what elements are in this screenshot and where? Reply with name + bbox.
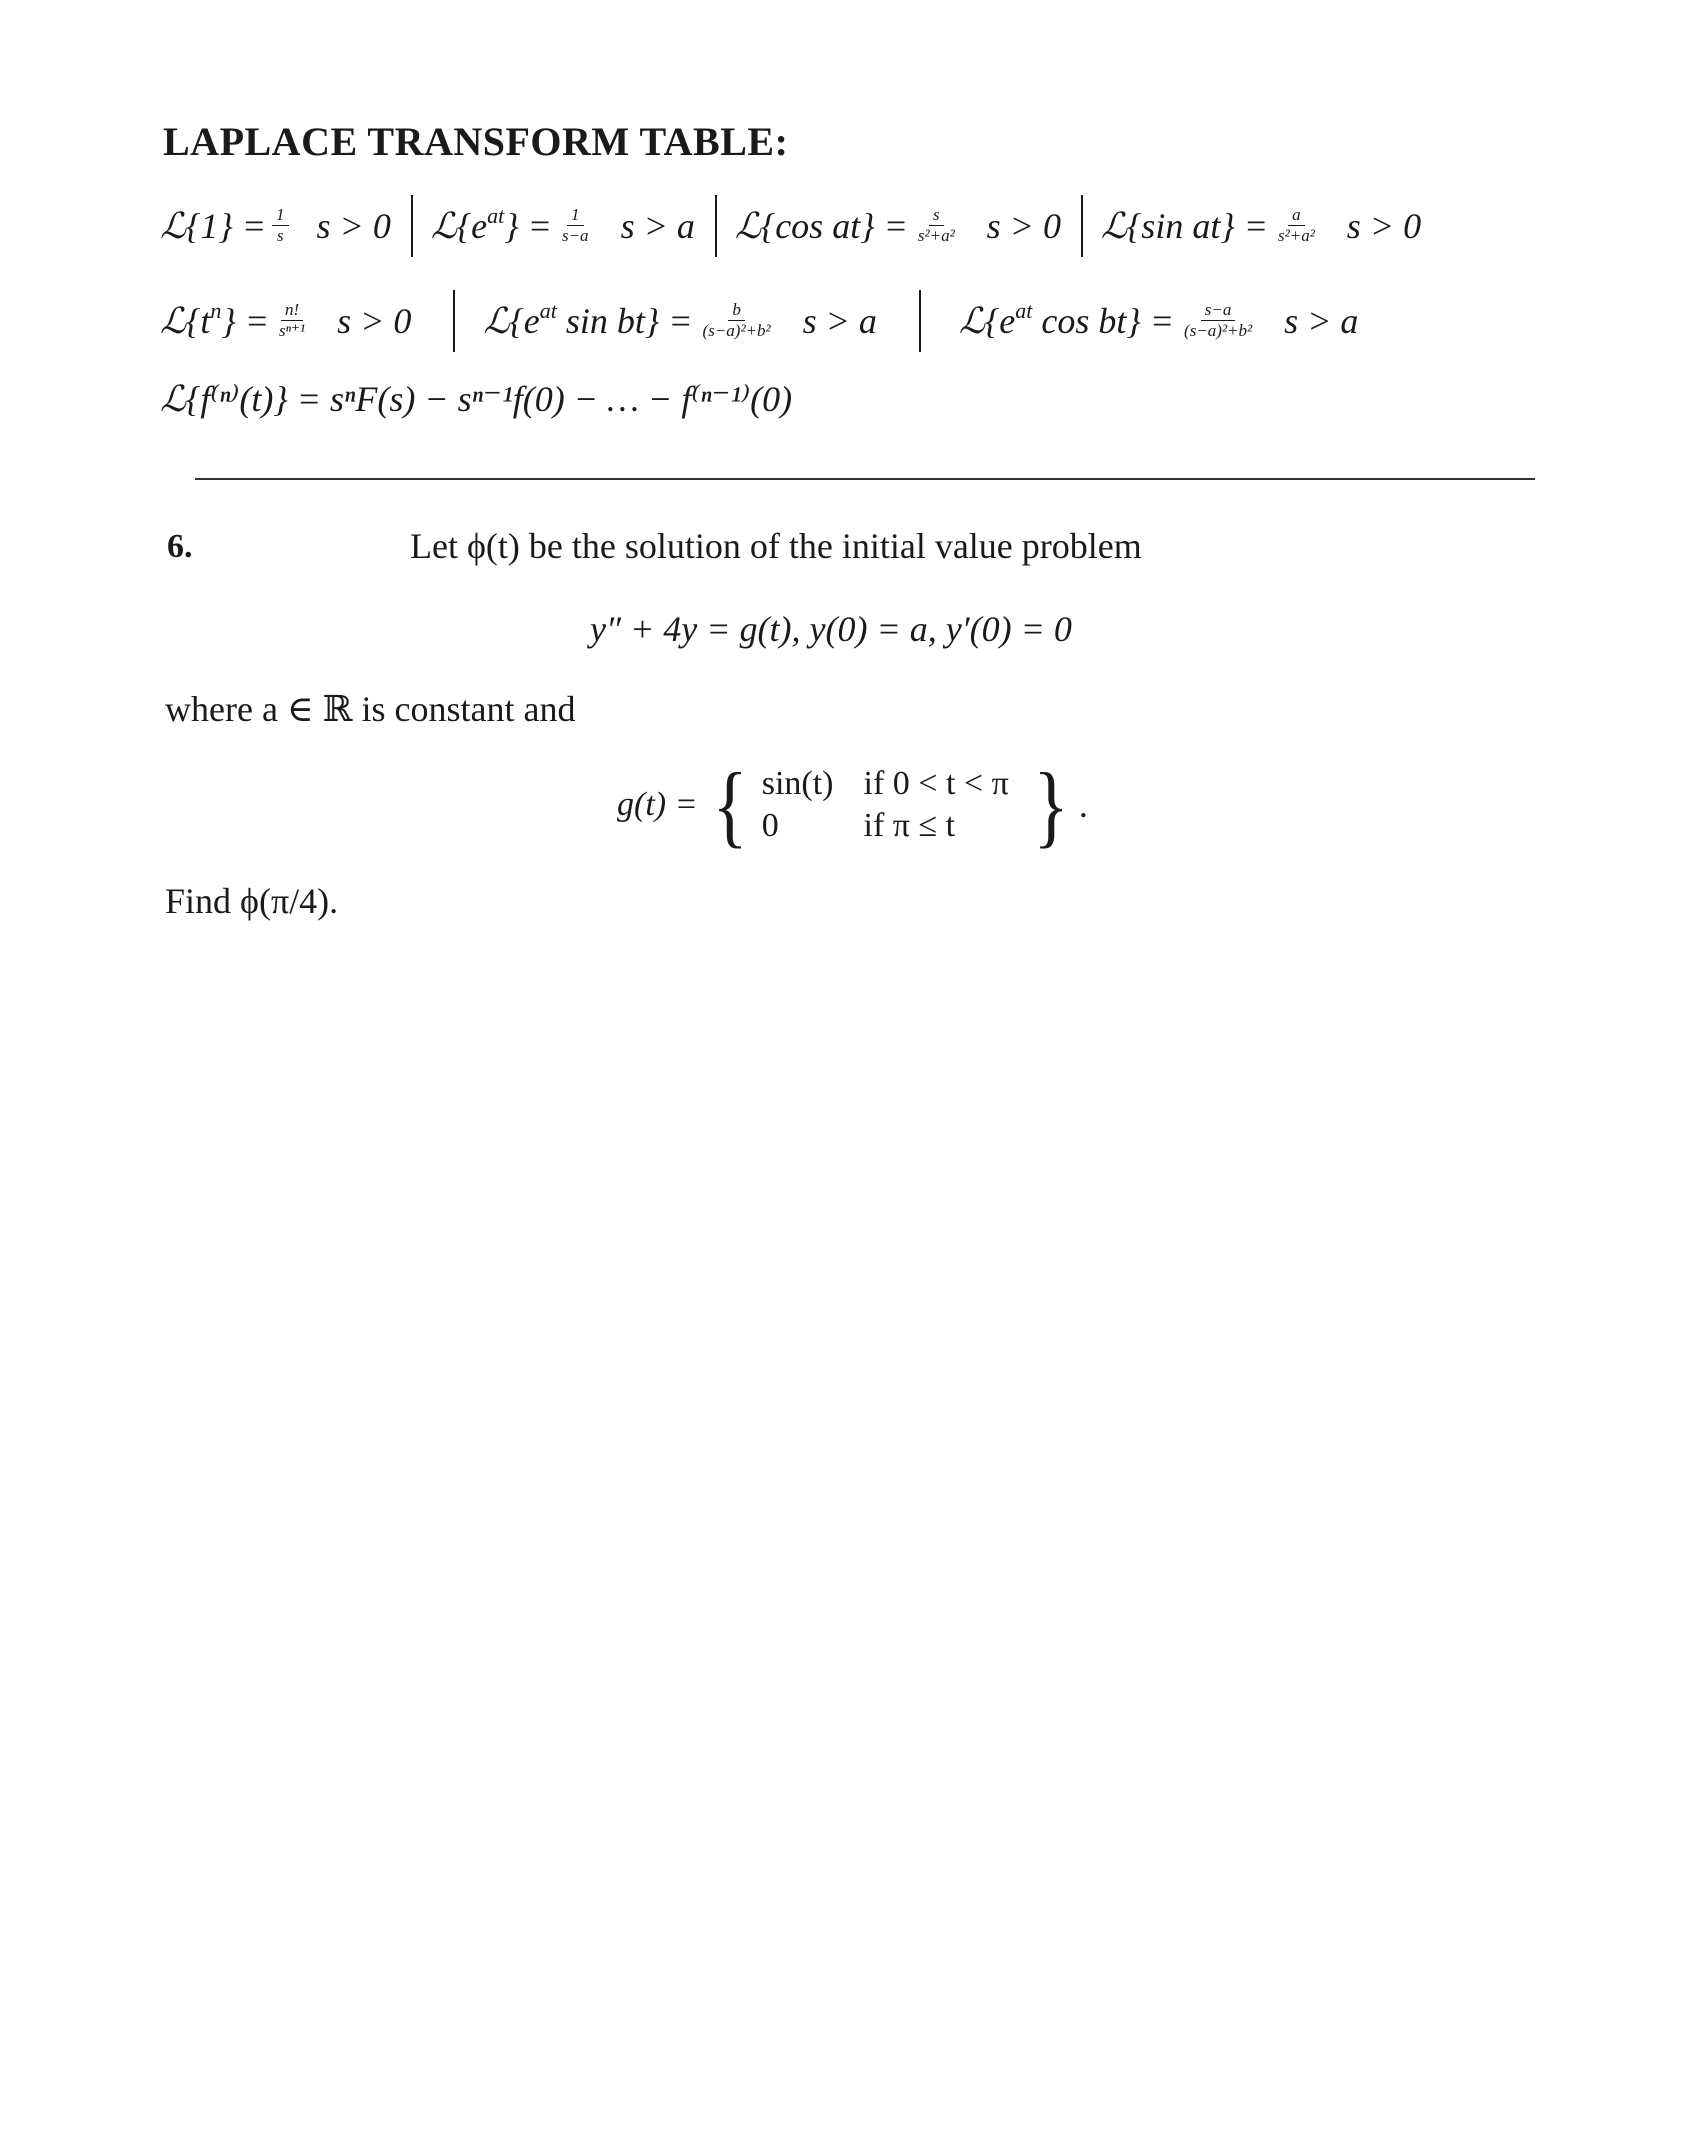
condition: s > 0 xyxy=(1346,206,1422,246)
table-row-1 xyxy=(160,195,1433,257)
case-expression: 0 xyxy=(761,807,779,844)
cases xyxy=(762,763,1009,848)
formula-lhs: $ℒ\{e^{at}$ cos bt} = xyxy=(958,298,1175,341)
divider xyxy=(453,290,455,352)
condition: s > 0 xyxy=(337,301,412,341)
formula-lhs: ℒ{sin at} = xyxy=(1100,206,1269,246)
divider xyxy=(1081,195,1083,257)
problem-question: Find ϕ(π/4). xyxy=(165,881,339,921)
case-condition: if 0 < t < π xyxy=(863,764,1009,802)
page-title: LAPLACE TRANSFORM TABLE: xyxy=(163,119,789,164)
divider xyxy=(411,195,413,257)
case-condition: if π ≤ t xyxy=(863,807,956,844)
divider xyxy=(919,290,921,352)
formula-lhs: $ℒ\{e^{at}\}$ = xyxy=(430,203,552,246)
condition: s > 0 xyxy=(986,206,1061,246)
fraction: $\frac{n!}{\text{sⁿ⁺¹}}$ xyxy=(279,300,306,341)
formula-lhs: ℒ{1} = xyxy=(160,206,267,246)
fraction: $\frac{b}{\text{(s−a)²+b²}}$ xyxy=(702,300,771,341)
formula-lhs: ℒ{cos at} = xyxy=(734,206,908,246)
divider xyxy=(715,195,717,257)
fraction: $\frac{s-a}{\text{(s−a)²+b²}}$ xyxy=(1184,300,1253,341)
fraction: $\frac{s}{\text{s²+a²}}$ xyxy=(917,205,955,246)
condition: s > a xyxy=(620,206,695,246)
fraction: $\frac{1}{s-a}$ xyxy=(561,205,589,246)
piecewise-definition xyxy=(617,755,1088,855)
fraction: $\frac{1}{s}$ xyxy=(272,206,289,245)
condition: s > 0 xyxy=(316,206,391,246)
ode-equation: y″ + 4y = g(t), y(0) = a, y′(0) = 0 xyxy=(590,609,1072,649)
g-lhs: g(t) = xyxy=(617,786,698,823)
case-expression: sin(t) xyxy=(761,764,834,802)
problem-number: 6. xyxy=(167,528,193,565)
problem-where: where a ∈ ℝ is constant and xyxy=(165,689,576,729)
formula-lhs: $ℒ\{e^{at}$ sin bt} = xyxy=(483,298,693,341)
derivative-formula: ℒ{f⁽ⁿ⁾(t)} = sⁿF(s) − sⁿ⁻¹f(0) − … − f⁽ⁿ⁻¹⁾(0) xyxy=(160,379,793,419)
left-brace: { xyxy=(711,754,748,856)
formula-lhs: $ℒ\{t^n\}$ = xyxy=(160,298,270,341)
period: . xyxy=(1078,785,1088,825)
table-row-2 xyxy=(160,290,1370,352)
right-brace: } xyxy=(1033,754,1069,856)
horizontal-divider xyxy=(195,478,1535,480)
fraction: $\frac{a}{\text{s²+a²}}$ xyxy=(1278,205,1315,246)
condition: s > a xyxy=(802,301,877,341)
problem-intro: Let ϕ(t) be the solution of the initial value problem xyxy=(410,526,1142,566)
condition: s > a xyxy=(1284,301,1359,341)
